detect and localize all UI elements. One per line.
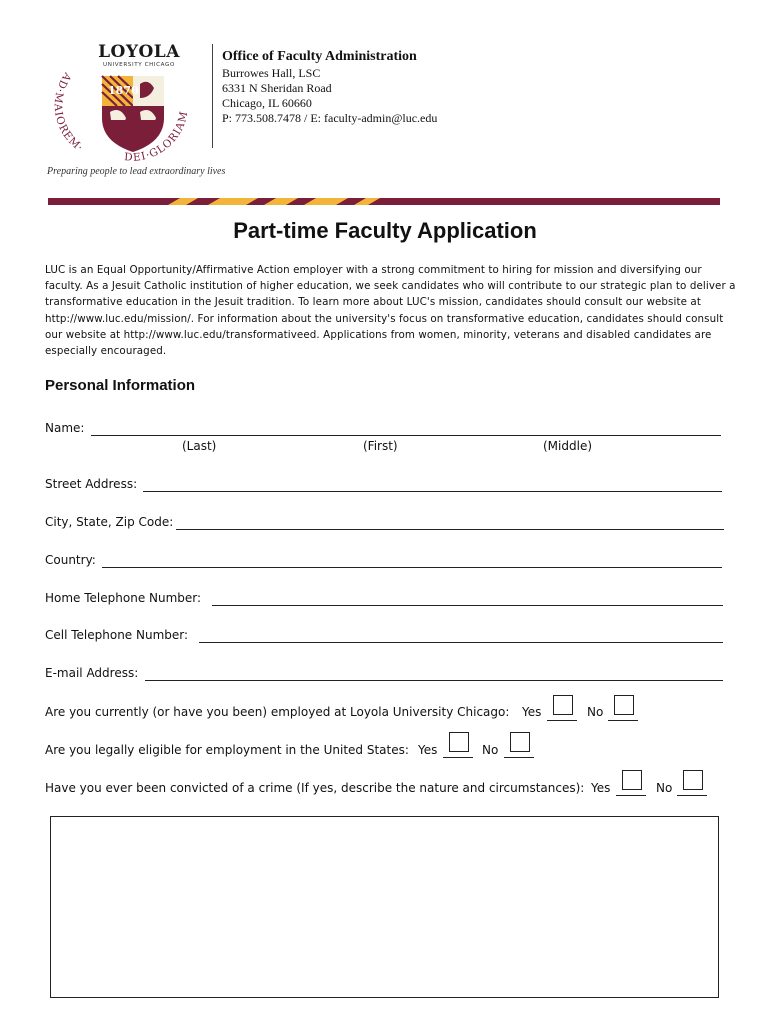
address-line: 6331 N Sheridan Road (222, 81, 332, 95)
svg-text:DEI·GLORIAM (124, 110, 191, 164)
employed-question: Are you currently (or have you been) employed at Loyola University Chicago: (45, 705, 510, 719)
office-contact-block (222, 48, 437, 126)
office-title: Office of Faculty Administration (222, 49, 417, 64)
employed-no-underline (608, 720, 638, 721)
employed-yes-underline (547, 720, 577, 721)
cell-phone-label: Cell Telephone Number: (45, 628, 189, 642)
intro-line: our website at http://www.luc.edu/transformativeed. Applications from women, minority, veterans and disabled candidates are (45, 328, 712, 341)
name-label: Name: (45, 421, 85, 435)
cell-phone-field[interactable] (199, 642, 723, 643)
intro-line: especially encouraged. (45, 345, 167, 358)
country-field[interactable] (102, 567, 722, 568)
convicted-question: Have you ever been convicted of a crime (If yes, describe the nature and circumstances): (45, 781, 585, 795)
intro-line: LUC is an Equal Opportunity/Affirmative Action employer with a strong commitment to hiring for mission and diversifying our (45, 264, 702, 276)
employed-no-checkbox[interactable] (614, 695, 634, 715)
name-first-caption: (First) (363, 439, 398, 453)
employed-yes-checkbox[interactable] (553, 695, 573, 715)
name-middle-caption: (Middle) (543, 439, 593, 453)
city-state-zip-field[interactable] (176, 529, 724, 530)
logo-wordmark: LOYOLA (98, 42, 180, 62)
name-last-caption: (Last) (182, 439, 217, 453)
header-divider (212, 44, 213, 148)
motto-right: DEI·GLORIAM (123, 109, 191, 164)
eligible-no-underline (504, 757, 534, 758)
header-stripe (48, 198, 720, 205)
intro-line: faculty. As a Jesuit Catholic institution of higher education, we seek candidates who will contribute to our strategic plan to deliver a (45, 280, 736, 293)
motto-left: AD·MAIOREM· (51, 70, 86, 155)
street-address-field[interactable] (143, 491, 722, 492)
street-address-label: Street Address: (45, 477, 138, 491)
name-field[interactable] (91, 435, 721, 436)
convicted-yes-label: Yes (591, 781, 611, 795)
form-title: Part-time Faculty Application (233, 218, 537, 243)
eligible-yes-underline (443, 757, 473, 758)
tagline: Preparing people to lead extraordinary lives (47, 166, 226, 177)
home-phone-field[interactable] (212, 605, 723, 606)
home-phone-label: Home Telephone Number: (45, 591, 202, 605)
convicted-yes-underline (616, 795, 646, 796)
intro-line: http://www.luc.edu/mission/. For information about the university's focus on transformative education, candidates should consult (45, 312, 724, 325)
contact-line: P: 773.508.7478 / E: faculty-admin@luc.edu (222, 111, 438, 125)
email-field[interactable] (145, 680, 723, 681)
loyola-logo (44, 40, 194, 165)
address-line: Burrowes Hall, LSC (222, 66, 321, 80)
eligible-yes-label: Yes (418, 743, 438, 757)
employed-yes-label: Yes (522, 705, 542, 719)
email-label: E-mail Address: (45, 666, 139, 680)
eligible-question: Are you legally eligible for employment in the United States: (45, 743, 409, 757)
logo-year: 1870 (108, 84, 139, 97)
logo-subtitle: UNIVERSITY CHICAGO (103, 62, 175, 68)
employed-no-label: No (587, 705, 604, 719)
country-label: Country: (45, 553, 96, 567)
convicted-yes-checkbox[interactable] (622, 770, 642, 790)
logo-motto (44, 40, 194, 165)
city-state-zip-label: City, State, Zip Code: (45, 515, 174, 529)
convicted-no-underline (677, 795, 707, 796)
conviction-details-textarea[interactable] (50, 816, 719, 998)
eligible-no-checkbox[interactable] (510, 732, 530, 752)
intro-line: transformative education in the Jesuit tradition. To learn more about LUC's mission, candidates should consult our website at (45, 296, 701, 309)
intro-paragraph (45, 262, 736, 359)
svg-text:AD·MAIOREM· (51, 69, 85, 154)
address-line: Chicago, IL 60660 (222, 96, 312, 110)
convicted-no-checkbox[interactable] (683, 770, 703, 790)
eligible-no-label: No (482, 743, 499, 757)
eligible-yes-checkbox[interactable] (449, 732, 469, 752)
section-title-personal-info: Personal Information (45, 377, 196, 394)
convicted-no-label: No (656, 781, 673, 795)
